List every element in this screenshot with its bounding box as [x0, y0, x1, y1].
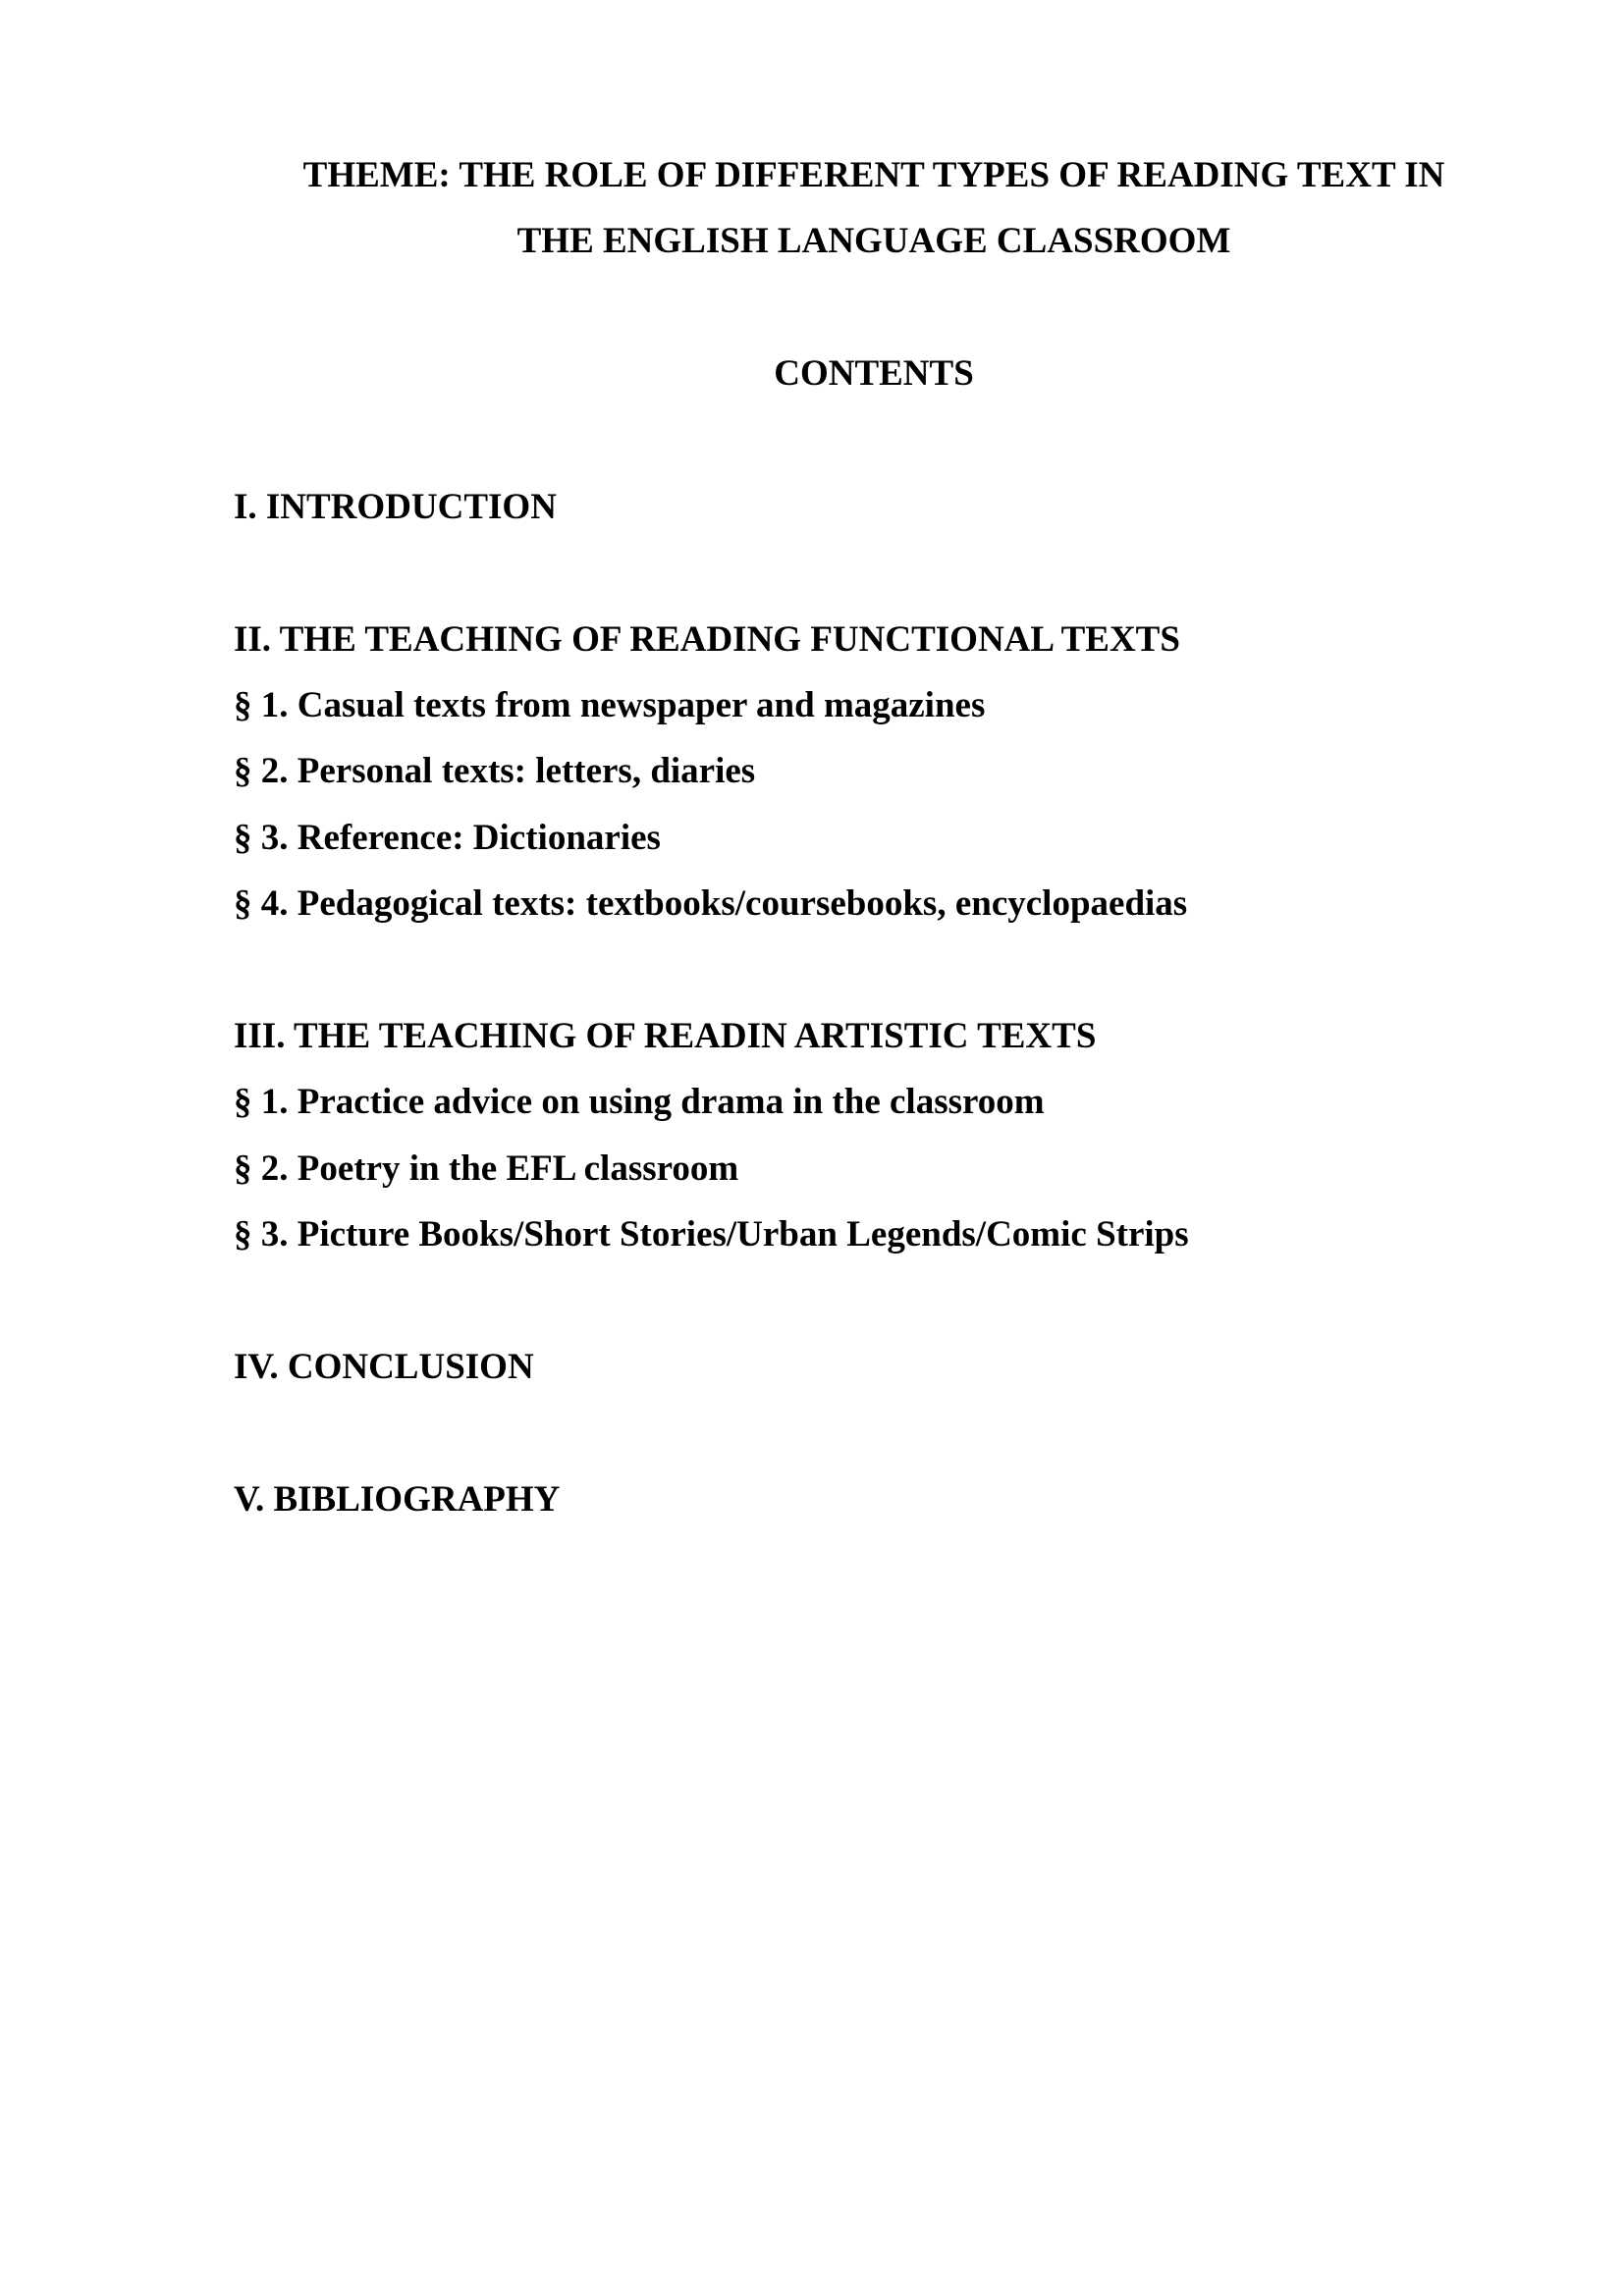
toc-section-3-item-1: § 1. Practice advice on using drama in the classroom: [234, 1082, 1045, 1122]
document-title-line-2: THE ENGLISH LANGUAGE CLASSROOM: [516, 221, 1231, 261]
toc-section-2-item-2: § 2. Personal texts: letters, diaries: [234, 751, 756, 791]
toc-section-2-item-1: § 1. Casual texts from newspaper and magazines: [234, 685, 986, 725]
document-title-line-1: THEME: THE ROLE OF DIFFERENT TYPES OF READING TEXT IN: [302, 155, 1445, 195]
toc-section-2-item-3: § 3. Reference: Dictionaries: [234, 818, 661, 858]
toc-section-2-heading: II. THE TEACHING OF READING FUNCTIONAL TEXTS: [234, 619, 1180, 660]
toc-section-3-item-2: § 2. Poetry in the EFL classroom: [234, 1148, 739, 1189]
toc-conclusion: IV. CONCLUSION: [234, 1347, 534, 1387]
toc-section-3-heading: III. THE TEACHING OF READIN ARTISTIC TEXTS: [234, 1016, 1097, 1056]
toc-bibliography: V. BIBLIOGRAPHY: [234, 1479, 561, 1520]
toc-section-3-item-3: § 3. Picture Books/Short Stories/Urban Legends/Comic Strips: [234, 1214, 1189, 1255]
toc-introduction: I. INTRODUCTION: [234, 487, 557, 527]
toc-section-2-item-4: § 4. Pedagogical texts: textbooks/coursebooks, encyclopaedias: [234, 883, 1188, 924]
contents-heading: CONTENTS: [774, 353, 974, 394]
